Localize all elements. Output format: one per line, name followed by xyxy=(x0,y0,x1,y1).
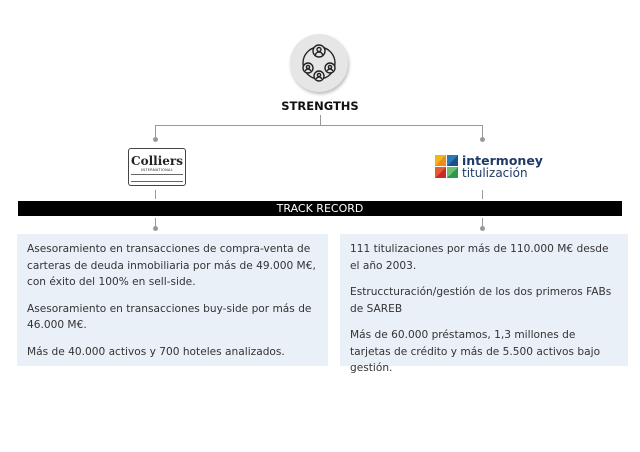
team-network-icon xyxy=(290,34,348,92)
intermoney-track-record xyxy=(340,234,628,374)
connector xyxy=(482,125,483,137)
diagram-title: STRENGTHS xyxy=(281,99,359,113)
connector-dot xyxy=(153,226,158,231)
track-record-item: Más de 60.000 préstamos, 1,3 millones de tarjetas de crédito y más de 5.500 activos bajo gestión. xyxy=(350,329,601,374)
connector-dot xyxy=(153,137,158,142)
track-record-item: Más de 40.000 activos y 700 hoteles analizados. xyxy=(27,345,285,358)
track-record-item: 111 titulizaciones por más de 110.000 M€ desde el año 2003. xyxy=(350,243,609,272)
colliers-logo-sub: INTERNATIONAL xyxy=(141,168,173,172)
connector xyxy=(155,190,156,199)
connector-dot xyxy=(480,226,485,231)
colliers-logo xyxy=(128,148,186,186)
connector xyxy=(482,190,483,199)
connector xyxy=(155,125,156,137)
connector-dot xyxy=(480,137,485,142)
intermoney-logo-line1: intermoney xyxy=(462,153,543,168)
track-record-item: Asesoramiento en transacciones de compra-venta de carteras de deuda inmobiliaria por más de 49.000 M€, con éxito del 100% en sell-side. xyxy=(27,243,316,288)
colliers-logo-name: Colliers xyxy=(131,154,183,168)
track-record-item: Estruccturación/gestión de los dos primeros FABs de SAREB xyxy=(350,286,612,315)
intermoney-logo-line2: titulización xyxy=(462,166,528,180)
connector xyxy=(320,115,321,125)
track-record-item: Asesoramiento en transacciones buy-side por más de 46.000 M€. xyxy=(27,302,312,331)
connector xyxy=(155,125,483,126)
colliers-track-record xyxy=(17,234,328,366)
track-record-banner: TRACK RECORD xyxy=(18,201,622,216)
